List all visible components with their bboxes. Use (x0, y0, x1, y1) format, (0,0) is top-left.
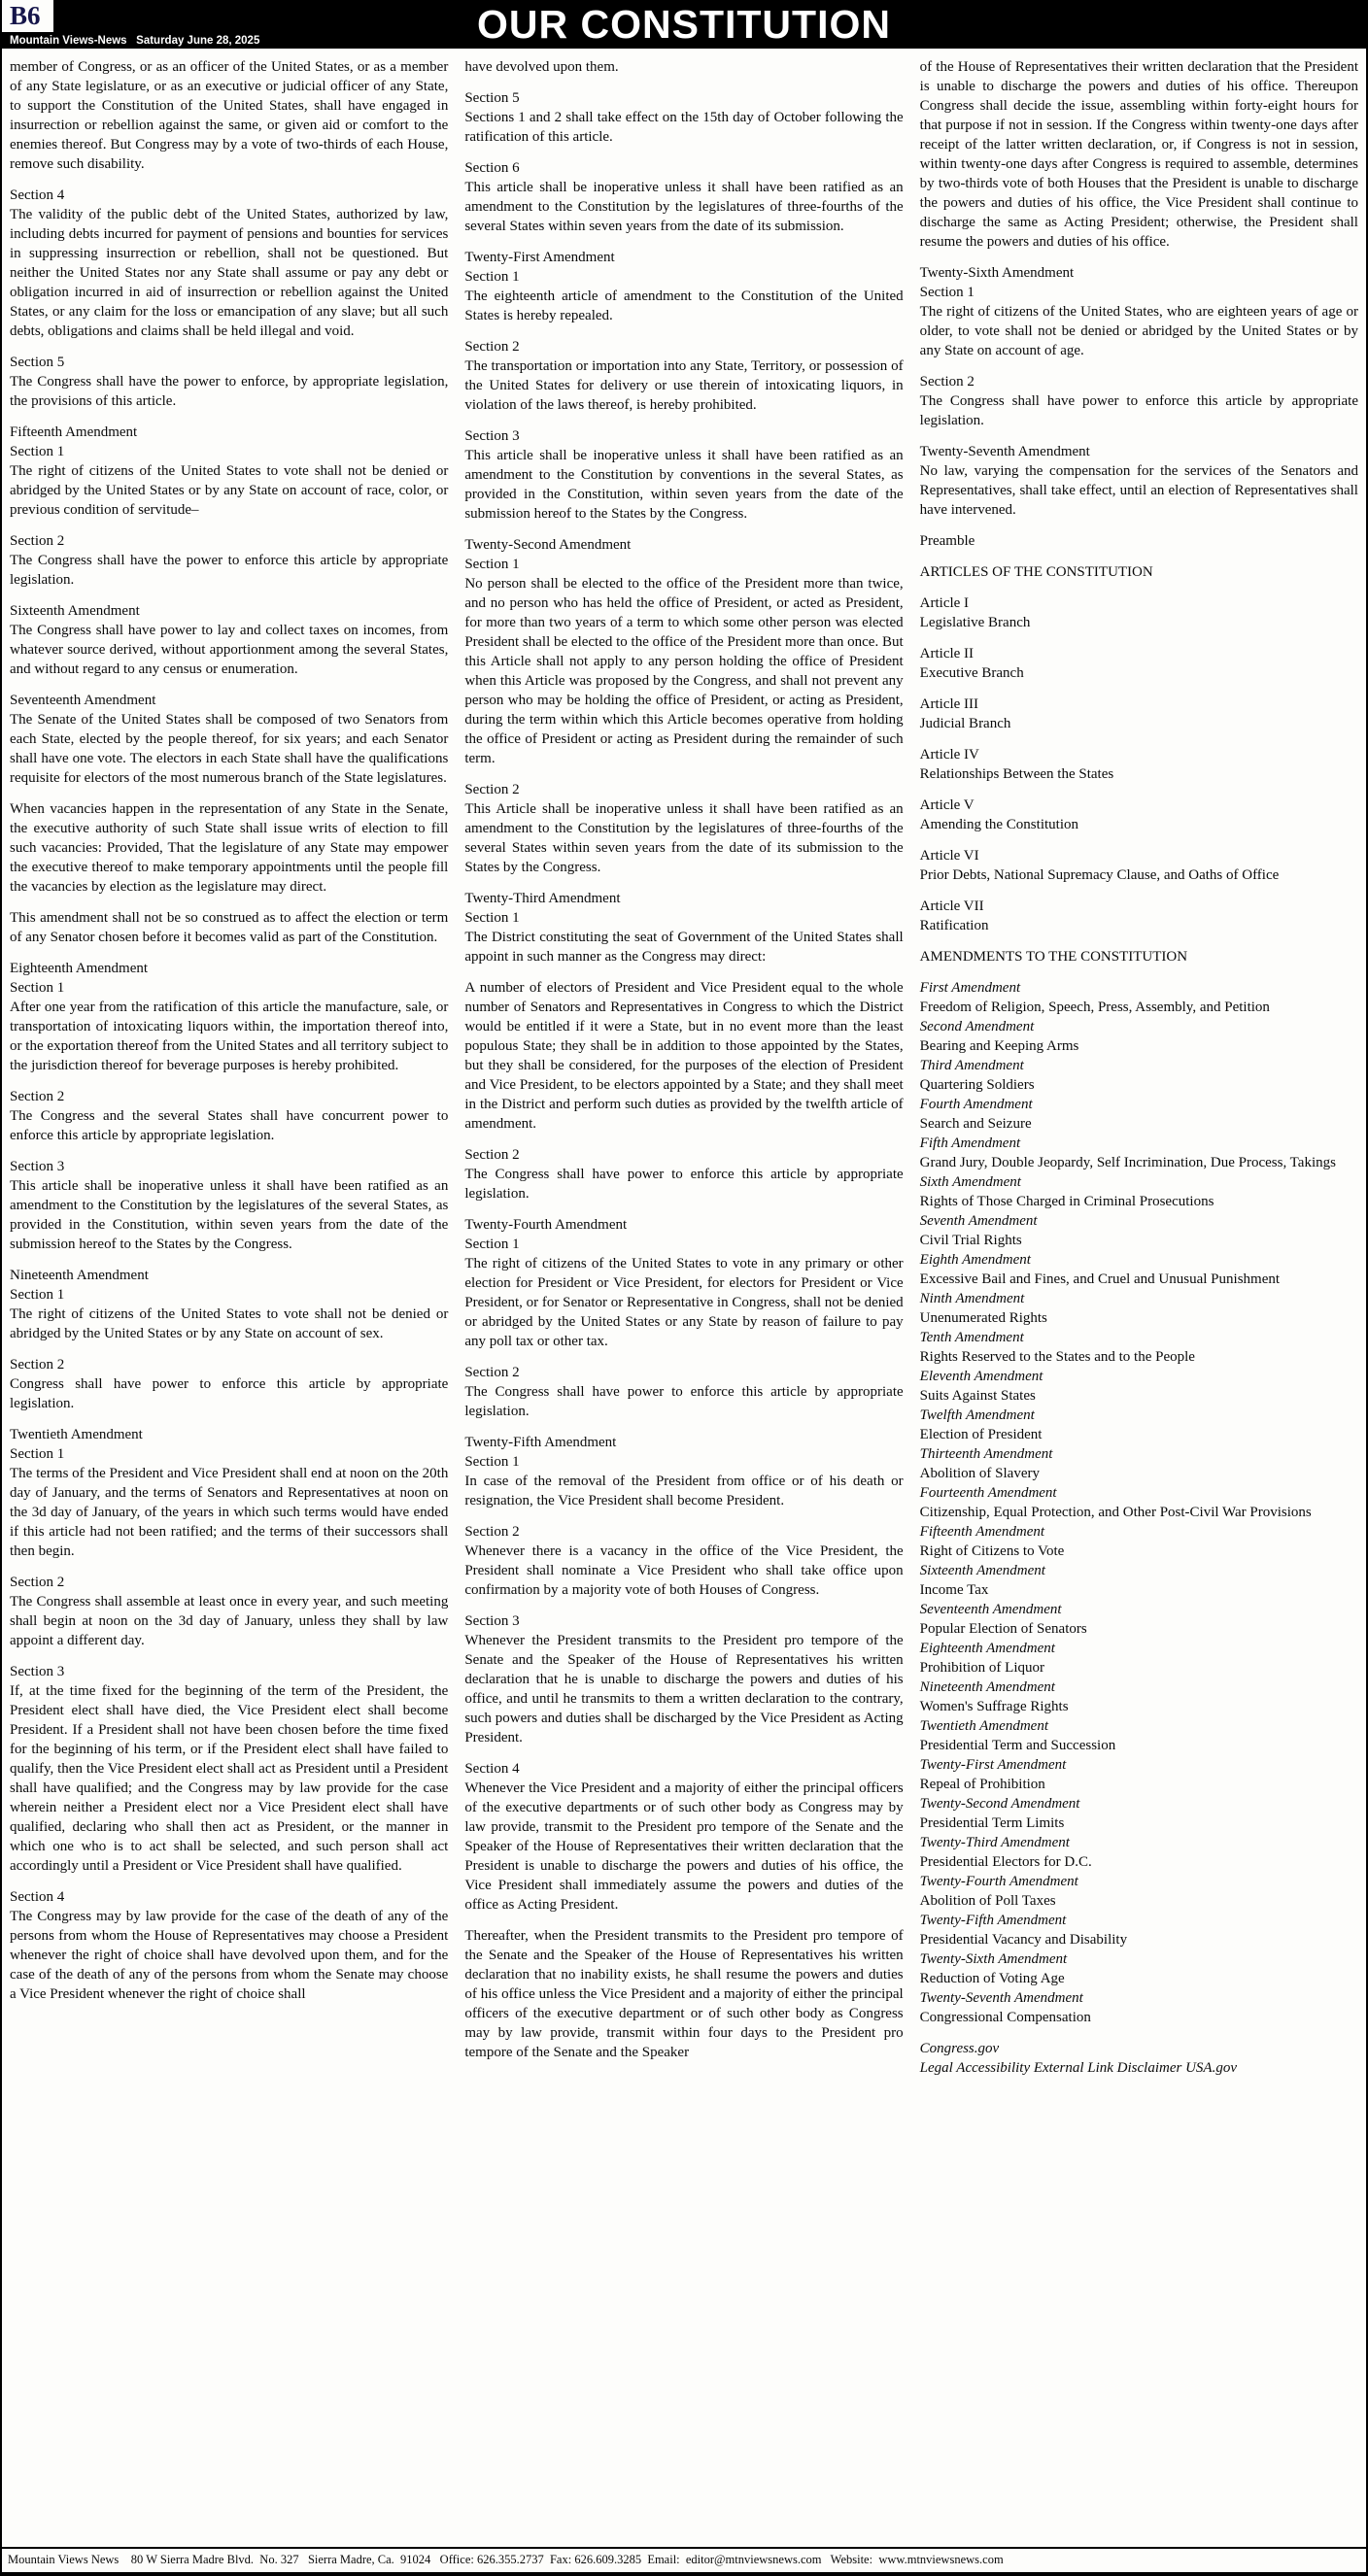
heading-line: Section 2 (10, 1357, 65, 1373)
heading-line: Section 1 (464, 1237, 520, 1252)
heading-line: Section 3 (10, 1159, 65, 1174)
italic-line: Legal Accessibility External Link Disclaimer USA.gov (919, 2060, 1237, 2076)
article-columns (2, 49, 1366, 2547)
heading-line: Unenumerated Rights (919, 1310, 1047, 1326)
italic-line: Twenty-Fourth Amendment (919, 1874, 1078, 1889)
heading-line: Reduction of Voting Age (919, 1971, 1065, 1986)
heading-line: Section 1 (919, 285, 975, 300)
paragraph: This Article shall be inoperative unless it shall have been ratified as an amendment to the Constitution by the legislatures of three-fourths of the several States within seven years from the date of its submission to the States by the Congress. (464, 801, 904, 875)
heading-line: Prohibition of Liquor (919, 1660, 1044, 1676)
heading-line: Section 5 (464, 90, 520, 106)
heading-line: Freedom of Religion, Speech, Press, Assembly, and Petition (919, 1000, 1270, 1015)
paragraph: The Congress shall have the power to enforce, by appropriate legislation, the provisions of this article. (10, 374, 449, 409)
paragraph: This amendment shall not be so construed as to affect the election or term of any Senator chosen before it becomes valid as part of the Constitution. (10, 910, 449, 945)
heading-line: Section 2 (464, 339, 520, 355)
italic-line: Second Amendment (919, 1019, 1035, 1034)
paragraph: The Congress may by law provide for the case of the death of any of the persons from whom the House of Representatives may choose a President whenever the right of choice shall have devolved upon them, and for the case of the death of any of the persons from whom the Senate may choose a Vice President whenever the right of choice shall (10, 1909, 449, 2002)
italic-line: Fourteenth Amendment (919, 1485, 1057, 1501)
heading-line: Abolition of Slavery (919, 1466, 1040, 1481)
italic-line: Twentieth Amendment (919, 1718, 1048, 1734)
heading-line: Nineteenth Amendment (10, 1268, 149, 1283)
column-1 (10, 57, 448, 2547)
heading-line: Preamble (919, 533, 975, 549)
paragraph: The right of citizens of the United States to vote shall not be denied or abridged by the United States or by any State on account of sex. (10, 1306, 449, 1341)
page-title: OUR CONSTITUTION (477, 2, 891, 47)
heading-line: Section 1 (464, 910, 520, 926)
paragraph: Prior Debts, National Supremacy Clause, and Oaths of Office (919, 867, 1280, 883)
heading-line: Twentieth Amendment (10, 1427, 143, 1442)
footer: Mountain Views News 80 W Sierra Madre Blvd. No. 327 Sierra Madre, Ca. 91024 Office: 626.355.2737 Fax: 626.609.3285 Email: editor@mtnviewsnews.com Website: www.mtnviewsnews.com (2, 2547, 1366, 2576)
italic-line: Twenty-Fifth Amendment (919, 1913, 1067, 1928)
heading-line: Income Tax (919, 1582, 989, 1598)
paragraph: The Senate of the United States shall be composed of two Senators from each State, elected by the people thereof, for six years; and each Senator shall have one vote. The electors in each State shall have the qualifications requisite for electors of the most numerous branch of the State legislatures. (10, 712, 449, 786)
heading-line: Presidential Term Limits (919, 1815, 1065, 1831)
heading-line: Section 2 (10, 533, 65, 549)
paragraph: The Congress shall have power to lay and collect taxes on incomes, from whatever source derived, without apportionment among the several States, and without regard to any census or enumeration. (10, 623, 449, 677)
italic-line: Twelfth Amendment (919, 1407, 1035, 1423)
heading-line: Executive Branch (919, 665, 1024, 681)
paragraph: In case of the removal of the President from office or of his death or resignation, the Vice President shall become President. (464, 1474, 904, 1508)
heading-line: Popular Election of Senators (919, 1621, 1087, 1637)
heading-line: Section 1 (10, 1287, 65, 1303)
heading-line: Repeal of Prohibition (919, 1777, 1045, 1792)
heading-line: Article II (919, 646, 975, 661)
heading-line: Women's Suffrage Rights (919, 1699, 1069, 1714)
italic-line: Nineteenth Amendment (919, 1679, 1055, 1695)
italic-line: Twenty-Third Amendment (919, 1835, 1070, 1850)
paragraph: If, at the time fixed for the beginning of the term of the President, the President elect shall have died, the Vice President elect shall become President. If a President shall not have been chosen before the time fixed for the beginning of his term, or if the President elect shall have failed to qualify, then the Vice President elect shall act as President until a President shall have qualified; and the Congress may by law provide for the case wherein neither a President elect nor a Vice President elect shall have qualified, declaring who shall then act as President, or the manner in which one who is to act shall be selected, and such person shall act accordingly until a President or Vice President shall have qualified. (10, 1683, 449, 1874)
paragraph: A number of electors of President and Vice President equal to the whole number of Senators and Representatives in Congress to which the District would be entitled if it were a State, but in no event more than the least populous State; they shall be in addition to those appointed by the States, but they shall be considered, for the purposes of the election of President and Vice President, to be electors appointed by a State; and they shall meet in the District and perform such duties as provided by the twelfth article of amendment. (464, 980, 904, 1132)
italic-line: Ninth Amendment (919, 1291, 1025, 1306)
heading-line: Citizenship, Equal Protection, and Other Post-Civil War Provisions (919, 1505, 1312, 1520)
italic-line: Seventeenth Amendment (919, 1602, 1062, 1617)
heading-line: Section 2 (464, 1365, 520, 1380)
heading-line: Section 3 (464, 1613, 520, 1629)
heading-line: Rights Reserved to the States and to the People (919, 1349, 1195, 1365)
heading-line: Sixteenth Amendment (10, 603, 140, 619)
heading-line: Section 4 (10, 1889, 65, 1905)
heading-line: Twenty-Fourth Amendment (464, 1217, 628, 1233)
heading-line: Section 2 (464, 1524, 520, 1540)
heading-line: Relationships Between the States (919, 766, 1114, 782)
paragraph: member of Congress, or as an officer of the United States, or as a member of any State legislature, or as an executive or judicial officer of any State, to support the Constitution of the United States, shall have engaged in insurrection or rebellion against the same, or given aid or comfort to the enemies thereof. But Congress may by a vote of two-thirds of each House, remove such disability. (10, 59, 449, 172)
paragraph: Whenever the Vice President and a majority of either the principal officers of the executive departments or of such other body as Congress may by law provide, transmit to the President pro tempore of the Senate and the Speaker of the House of Representatives their written declaration that the President is unable to discharge the powers and duties of his office, the Vice President shall immediately assume the powers and duties of the office as Acting President. (464, 1780, 904, 1913)
heading-line: Amending the Constitution (919, 817, 1078, 832)
heading-line: Presidential Term and Succession (919, 1738, 1116, 1753)
heading-line: Twenty-Sixth Amendment (919, 265, 1075, 281)
heading-line: Article IV (919, 747, 979, 763)
italic-line: Twenty-Second Amendment (919, 1796, 1080, 1812)
paragraph: The eighteenth article of amendment to the Constitution of the United States is hereby repealed. (464, 288, 904, 323)
heading-line: Right of Citizens to Vote (919, 1543, 1065, 1559)
heading-line: AMENDMENTS TO THE CONSTITUTION (919, 949, 1188, 965)
heading-line: Section 2 (464, 1147, 520, 1163)
paragraph: The Congress shall have power to enforce this article by appropriate legislation. (919, 393, 1358, 428)
paragraph: The Congress and the several States shall have concurrent power to enforce this article by appropriate legislation. (10, 1108, 449, 1143)
paragraph: The Congress shall have power to enforce this article by appropriate legislation. (464, 1167, 904, 1202)
heading-line: Section 1 (10, 1446, 65, 1462)
italic-line: Seventh Amendment (919, 1213, 1038, 1229)
heading-line: ARTICLES OF THE CONSTITUTION (919, 564, 1153, 580)
paragraph: This article shall be inoperative unless it shall have been ratified as an amendment to the Constitution by the legislatures of the several States, as provided in the Constitution, within seven years from the date of the submission hereof to the States by the Congress. (10, 1178, 449, 1252)
heading-line: Section 2 (464, 782, 520, 797)
heading-line: Section 3 (464, 428, 520, 444)
heading-line: Article I (919, 595, 970, 611)
heading-line: Suits Against States (919, 1388, 1036, 1404)
masthead-dateline: Mountain Views-News Saturday June 28, 2025 (10, 35, 260, 47)
paragraph: Whenever there is a vacancy in the office of the Vice President, the President shall nominate a Vice President who shall take office upon confirmation by a majority vote of both Houses of Congress. (464, 1543, 904, 1598)
heading-line: Article VII (919, 898, 984, 914)
heading-line: Section 3 (10, 1664, 65, 1679)
italic-line: Eighteenth Amendment (919, 1641, 1055, 1656)
italic-line: Sixth Amendment (919, 1174, 1021, 1190)
heading-line: Section 2 (10, 1089, 65, 1104)
heading-line: Section 4 (10, 187, 65, 203)
paragraph: of the House of Representatives their written declaration that the President is unable to discharge the powers and duties of his office. Thereupon Congress shall decide the issue, assembling within forty-eight hours for that purpose if not in session. If the Congress within twenty-one days after receipt of the latter written declaration, or, if Congress is not in session, within twenty-one days after Congress is required to assemble, determines by two-thirds vote of both Houses that the President is unable to discharge the powers and duties of his office, the Vice President shall continue to discharge the same as Acting President; otherwise, the President shall resume the powers and duties of his office. (919, 59, 1358, 250)
italic-line: First Amendment (919, 980, 1021, 996)
italic-line: Twenty-First Amendment (919, 1757, 1067, 1773)
italic-line: Congress.gov (919, 2041, 1000, 2056)
italic-line: Sixteenth Amendment (919, 1563, 1045, 1578)
paragraph: The right of citizens of the United States to vote in any primary or other election for President or Vice President, for electors for President or Vice President, or for Senator or Representative in Congress, shall not be denied or abridged by the United States or any State by reason of failure to pay any poll tax or other tax. (464, 1256, 904, 1349)
column-3 (920, 57, 1358, 2547)
heading-line: Section 1 (464, 1454, 520, 1470)
heading-line: Search and Seizure (919, 1116, 1032, 1132)
heading-line: Section 2 (919, 374, 975, 390)
heading-line: Section 6 (464, 160, 520, 176)
paragraph: The Congress shall have the power to enforce this article by appropriate legislation. (10, 553, 449, 588)
paragraph: The Congress shall assemble at least once in every year, and such meeting shall begin at noon on the 3d day of January, unless they shall by law appoint a different day. (10, 1594, 449, 1648)
heading-line: Presidential Vacancy and Disability (919, 1932, 1128, 1948)
paragraph: The District constituting the seat of Government of the United States shall appoint in such manner as the Congress may direct: (464, 930, 904, 965)
paragraph: No law, varying the compensation for the services of the Senators and Representatives, shall take effect, until an election of Representatives shall have intervened. (919, 463, 1358, 518)
masthead-bar (2, 0, 1366, 49)
heading-line: Article III (919, 696, 979, 712)
heading-line: Presidential Electors for D.C. (919, 1854, 1092, 1870)
paragraph: The terms of the President and Vice President shall end at noon on the 20th day of January, and the terms of Senators and Representatives at noon on the 3d day of January, of the years in which such terms would have ended if this article had not been ratified; and the terms of their successors shall then begin. (10, 1466, 449, 1559)
column-2 (464, 57, 903, 2547)
heading-line: Twenty-Third Amendment (464, 891, 621, 906)
heading-line: Congressional Compensation (919, 2010, 1091, 2025)
paragraph: Thereafter, when the President transmits to the President pro tempore of the Senate and the Speaker of the House of Representatives his written declaration that no inability exists, he shall resume the powers and duties of his office unless the Vice President and a majority of either the principal officers of the executive department or of such other body as Congress may by law provide, transmit within four days to the President pro tempore of the Senate and the Speaker (464, 1928, 904, 2060)
paragraph: Congress shall have power to enforce this article by appropriate legislation. (10, 1376, 449, 1411)
heading-line: Eighteenth Amendment (10, 961, 149, 976)
italic-line: Tenth Amendment (919, 1330, 1024, 1345)
italic-line: Third Amendment (919, 1058, 1024, 1073)
heading-line: Section 1 (10, 444, 65, 459)
heading-line: Legislative Branch (919, 615, 1031, 630)
italic-line: Fifteenth Amendment (919, 1524, 1045, 1540)
italic-line: Twenty-Sixth Amendment (919, 1951, 1068, 1967)
italic-line: Twenty-Seventh Amendment (919, 1990, 1083, 2006)
italic-line: Fourth Amendment (919, 1097, 1033, 1112)
paragraph: The transportation or importation into any State, Territory, or possession of the United States for delivery or use therein of intoxicating liquors, in violation of the laws thereof, is hereby prohibited. (464, 358, 904, 413)
heading-line: Seventeenth Amendment (10, 693, 156, 708)
paragraph: The Congress shall have power to enforce this article by appropriate legislation. (464, 1384, 904, 1419)
heading-line: Section 5 (10, 355, 65, 370)
heading-line: Section 1 (464, 557, 520, 572)
heading-line: Bearing and Keeping Arms (919, 1038, 1079, 1054)
heading-line: Twenty-First Amendment (464, 250, 615, 265)
paragraph: When vacancies happen in the representation of any State in the Senate, the executive authority of such State shall issue writs of election to fill such vacancies: Provided, That the legislature of any State may empower the executive thereof to make temporary appointments until the people fill the vacancies by election as the legislature may direct. (10, 801, 449, 895)
page-number: B6 (2, 0, 53, 32)
heading-line: Twenty-Seventh Amendment (919, 444, 1090, 459)
heading-line: Twenty-Second Amendment (464, 537, 632, 553)
paragraph: After one year from the ratification of this article the manufacture, sale, or transportation of intoxicating liquors within, the importation thereof into, or the exportation thereof from the United States and all territory subject to the jurisdiction thereof for beverage purposes is hereby prohibited. (10, 1000, 449, 1073)
paragraph: The validity of the public debt of the United States, authorized by law, including debts incurred for payment of pensions and bounties for services in suppressing insurrection or rebellion, shall not be questioned. But neither the United States nor any State shall assume or pay any debt or obligation incurred in aid of insurrection or rebellion against the United States, or any claim for the loss or emancipation of any slave; but all such debts, obligations and claims shall be held illegal and void. (10, 207, 449, 339)
heading-line: Grand Jury, Double Jeopardy, Self Incrimination, Due Process, Takings (919, 1155, 1336, 1170)
italic-line: Fifth Amendment (919, 1135, 1021, 1151)
heading-line: Fifteenth Amendment (10, 424, 138, 440)
heading-line: Ratification (919, 918, 989, 933)
heading-line: Twenty-Fifth Amendment (464, 1435, 617, 1450)
italic-line: Thirteenth Amendment (919, 1446, 1053, 1462)
heading-line: Article VI (919, 848, 979, 864)
italic-line: Eleventh Amendment (919, 1369, 1043, 1384)
heading-line: Excessive Bail and Fines, and Cruel and Unusual Punishment (919, 1271, 1281, 1287)
heading-line: Election of President (919, 1427, 1043, 1442)
heading-line: Quartering Soldiers (919, 1077, 1035, 1093)
heading-line: Section 1 (10, 980, 65, 996)
paragraph: Sections 1 and 2 shall take effect on the 15th day of October following the ratification of this article. (464, 110, 904, 145)
heading-line: Section 4 (464, 1761, 520, 1777)
heading-line: Civil Trial Rights (919, 1233, 1022, 1248)
heading-line: Section 1 (464, 269, 520, 285)
paragraph: This article shall be inoperative unless it shall have been ratified as an amendment to the Constitution by conventions in the several States, as provided in the Constitution, within seven years from the date of the submission hereof to the States by the Congress. (464, 448, 904, 522)
paragraph: have devolved upon them. (464, 59, 619, 75)
paragraph: Whenever the President transmits to the President pro tempore of the Senate and the Speaker of the House of Representatives his written declaration that he is unable to discharge the powers and duties of his office, and until he transmits to them a written declaration to the contrary, such powers and duties shall be discharged by the Vice President as Acting President. (464, 1633, 904, 1746)
heading-line: Abolition of Poll Taxes (919, 1893, 1056, 1909)
paragraph: This article shall be inoperative unless it shall have been ratified as an amendment to the Constitution by the legislatures of three-fourths of the several States within seven years from the date of its submission. (464, 180, 904, 234)
heading-line: Article V (919, 797, 975, 813)
paragraph: The right of citizens of the United States, who are eighteen years of age or older, to vote shall not be denied or abridged by the United States or by any State on account of age. (919, 304, 1358, 358)
heading-line: Judicial Branch (919, 716, 1011, 731)
paragraph: No person shall be elected to the office of the President more than twice, and no person who has held the office of President, or acted as President, for more than two years of a term to which some other person was elected President shall be elected to the office of the President more than once. But this Article shall not apply to any person holding the office of President when this Article was proposed by the Congress, and shall not prevent any person who may be holding the office of President, or acting as President, during the term within which this Article becomes operative from holding the office of President or acting as President during the remainder of such term. (464, 576, 904, 766)
paragraph: The right of citizens of the United States to vote shall not be denied or abridged by the United States or by any State on account of race, color, or previous condition of servitude– (10, 463, 449, 518)
italic-line: Eighth Amendment (919, 1252, 1031, 1268)
heading-line: Section 2 (10, 1575, 65, 1590)
heading-line: Rights of Those Charged in Criminal Prosecutions (919, 1194, 1214, 1209)
